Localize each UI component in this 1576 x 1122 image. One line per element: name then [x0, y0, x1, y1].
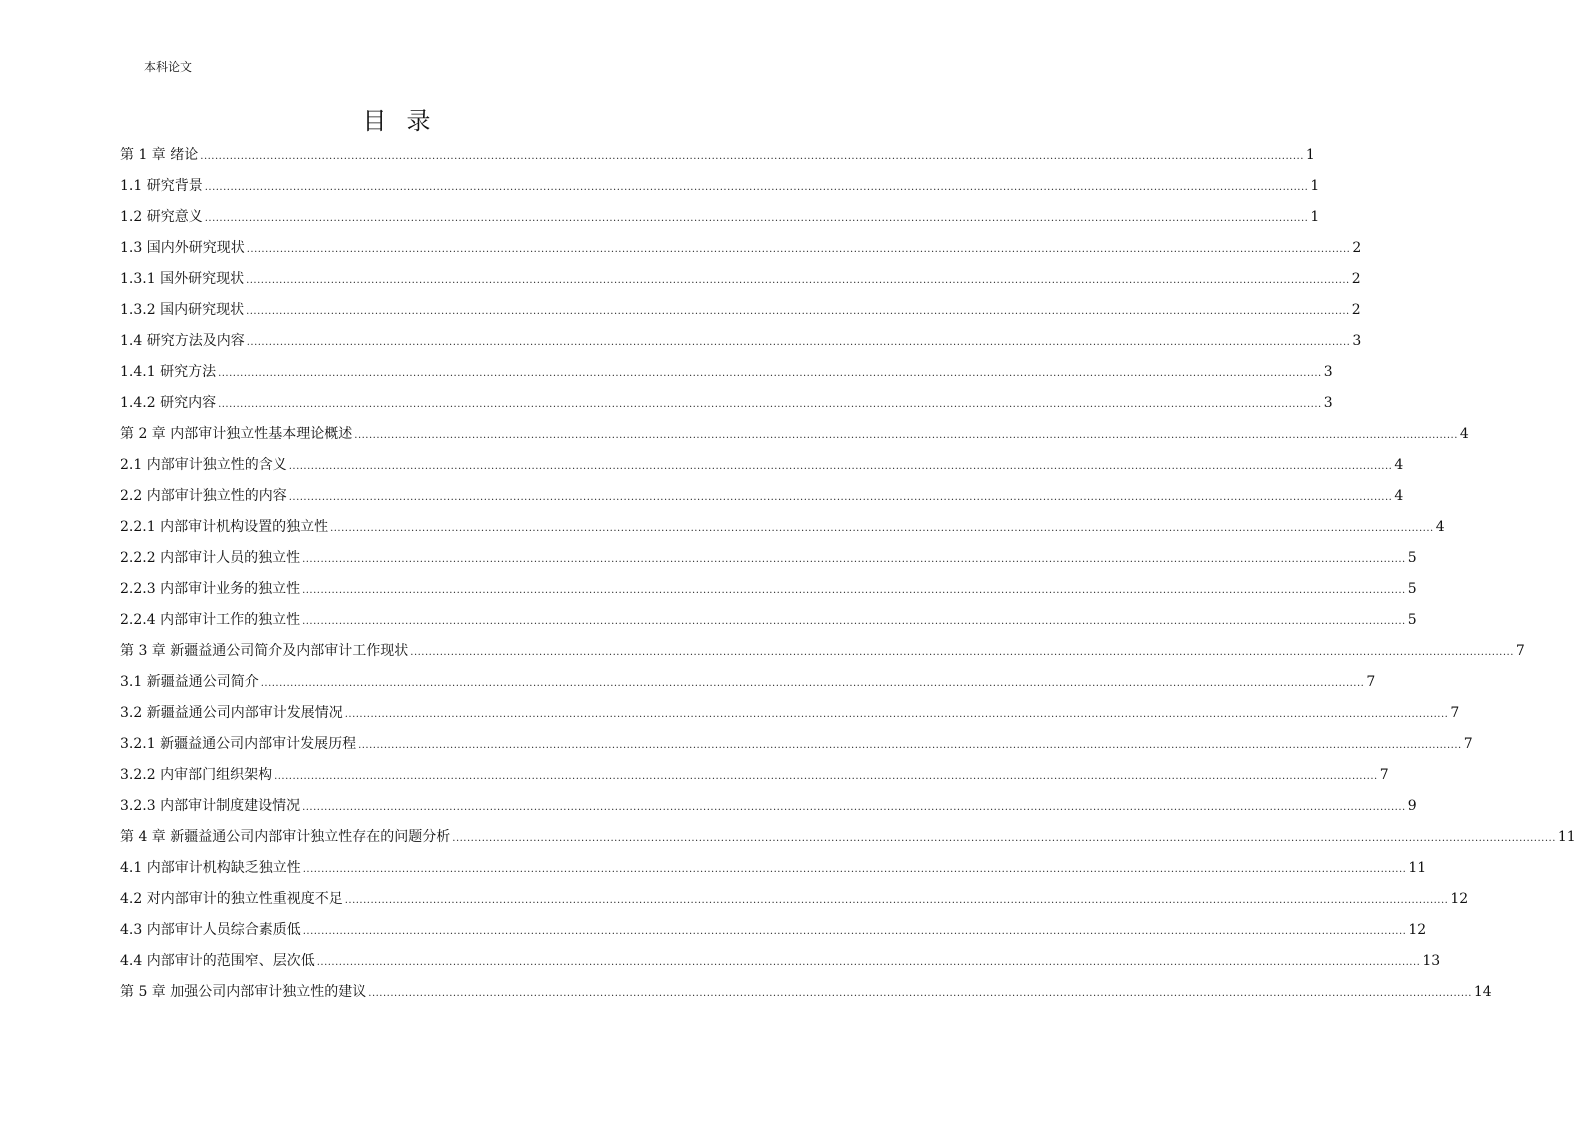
toc-leader-dots: ............................................................................................................................................................................................................................................................................................................ [260, 678, 1365, 689]
toc-entry-page: 4 [1394, 457, 1404, 473]
toc-entry-label: 2.2.3 内部审计业务的独立性 [120, 581, 301, 597]
toc-entry-label: 2.2.2 内部审计人员的独立性 [120, 550, 301, 566]
toc-entry-page: 11 [1408, 860, 1427, 876]
toc-leader-dots: ............................................................................................................................................................................................................................................................................................................ [218, 368, 1322, 379]
toc-entry-label: 第 1 章 绪论 [120, 147, 199, 163]
toc-entry-label: 3.1 新疆益通公司简介 [120, 674, 259, 690]
toc-leader-dots: ............................................................................................................................................................................................................................................................................................................ [344, 709, 1449, 720]
toc-entry-page: 14 [1473, 984, 1492, 1000]
table-of-contents [120, 140, 1576, 1008]
toc-entry-label: 第 3 章 新疆益通公司简介及内部审计工作现状 [120, 643, 409, 659]
toc-entry-page: 11 [1557, 829, 1576, 845]
toc-entry-label: 第 5 章 加强公司内部审计独立性的建议 [120, 984, 367, 1000]
toc-leader-dots: ............................................................................................................................................................................................................................................................................................................ [302, 926, 1407, 937]
toc-entry[interactable] [120, 202, 1320, 233]
toc-entry-page: 3 [1323, 395, 1333, 411]
toc-entry[interactable] [120, 760, 1389, 791]
toc-entry-label: 4.2 对内部审计的独立性重视度不足 [120, 891, 343, 907]
toc-leader-dots: ............................................................................................................................................................................................................................................................................................................ [452, 833, 1556, 844]
toc-entry-label: 1.2 研究意义 [120, 209, 203, 225]
toc-leader-dots: ............................................................................................................................................................................................................................................................................................................ [288, 492, 1393, 503]
toc-leader-dots: ............................................................................................................................................................................................................................................................................................................ [246, 244, 1351, 255]
toc-entry[interactable] [120, 388, 1333, 419]
toc-entry[interactable] [120, 419, 1469, 450]
toc-leader-dots: ............................................................................................................................................................................................................................................................................................................ [302, 554, 1406, 565]
toc-entry-page: 7 [1379, 767, 1389, 783]
toc-entry-page: 3 [1352, 333, 1362, 349]
toc-leader-dots: ............................................................................................................................................................................................................................................................................................................ [302, 616, 1406, 627]
toc-leader-dots: ............................................................................................................................................................................................................................................................................................................ [302, 802, 1406, 813]
toc-entry-label: 2.1 内部审计独立性的含义 [120, 457, 287, 473]
toc-entry-label: 4.3 内部审计人员综合素质低 [120, 922, 301, 938]
toc-entry-label: 4.1 内部审计机构缺乏独立性 [120, 860, 301, 876]
toc-entry-label: 2.2.1 内部审计机构设置的独立性 [120, 519, 329, 535]
toc-entry-page: 2 [1351, 302, 1361, 318]
toc-entry[interactable] [120, 884, 1469, 915]
toc-entry[interactable] [120, 667, 1376, 698]
toc-entry-label: 1.4.2 研究内容 [120, 395, 217, 411]
toc-entry-label: 1.1 研究背景 [120, 178, 203, 194]
toc-entry-label: 2.2 内部审计独立性的内容 [120, 488, 287, 504]
toc-entry-label: 3.2.2 内审部门组织架构 [120, 767, 273, 783]
toc-leader-dots: ............................................................................................................................................................................................................................................................................................................ [344, 895, 1449, 906]
toc-entry-page: 12 [1450, 891, 1469, 907]
toc-entry-label: 1.3 国内外研究现状 [120, 240, 245, 256]
toc-leader-dots: ............................................................................................................................................................................................................................................................................................................ [410, 647, 1514, 658]
toc-entry-page: 5 [1407, 550, 1417, 566]
toc-leader-dots: ............................................................................................................................................................................................................................................................................................................ [354, 430, 1458, 441]
toc-title: 目录 [362, 107, 451, 135]
toc-entry[interactable] [120, 481, 1404, 512]
toc-entry-page: 4 [1394, 488, 1404, 504]
toc-entry-page: 9 [1407, 798, 1417, 814]
toc-entry-page: 7 [1515, 643, 1525, 659]
toc-leader-dots: ............................................................................................................................................................................................................................................................................................................ [358, 740, 1462, 751]
toc-leader-dots: ............................................................................................................................................................................................................................................................................................................ [246, 275, 1350, 286]
toc-leader-dots: ............................................................................................................................................................................................................................................................................................................ [330, 523, 1434, 534]
toc-leader-dots: ............................................................................................................................................................................................................................................................................................................ [200, 151, 1304, 162]
toc-entry-label: 4.4 内部审计的范围窄、层次低 [120, 953, 315, 969]
toc-entry[interactable] [120, 295, 1361, 326]
toc-entry-page: 2 [1352, 240, 1362, 256]
toc-entry[interactable] [120, 264, 1361, 295]
toc-leader-dots: ............................................................................................................................................................................................................................................................................................................ [218, 399, 1322, 410]
toc-leader-dots: ............................................................................................................................................................................................................................................................................................................ [302, 585, 1406, 596]
toc-entry[interactable] [120, 543, 1417, 574]
toc-entry-label: 1.4.1 研究方法 [120, 364, 217, 380]
page-header: 本科论文 [144, 60, 193, 74]
toc-entry-page: 3 [1323, 364, 1333, 380]
toc-leader-dots: ............................................................................................................................................................................................................................................................................................................ [204, 182, 1309, 193]
toc-entry[interactable] [120, 946, 1441, 977]
toc-entry-label: 1.3.2 国内研究现状 [120, 302, 245, 318]
toc-leader-dots: ............................................................................................................................................................................................................................................................................................................ [316, 957, 1421, 968]
toc-entry-page: 1 [1310, 209, 1320, 225]
toc-entry[interactable] [120, 171, 1320, 202]
toc-entry-label: 第 4 章 新疆益通公司内部审计独立性存在的问题分析 [120, 829, 451, 845]
toc-entry-label: 1.3.1 国外研究现状 [120, 271, 245, 287]
toc-entry-page: 5 [1407, 581, 1417, 597]
toc-entry[interactable] [120, 853, 1427, 884]
toc-leader-dots: ............................................................................................................................................................................................................................................................................................................ [246, 306, 1350, 317]
toc-entry-label: 2.2.4 内部审计工作的独立性 [120, 612, 301, 628]
toc-leader-dots: ............................................................................................................................................................................................................................................................................................................ [368, 988, 1472, 999]
toc-entry-page: 5 [1407, 612, 1417, 628]
toc-entry[interactable] [120, 636, 1525, 667]
toc-leader-dots: ............................................................................................................................................................................................................................................................................................................ [288, 461, 1393, 472]
toc-entry[interactable] [120, 915, 1427, 946]
toc-entry[interactable] [120, 357, 1333, 388]
toc-entry-page: 13 [1422, 953, 1441, 969]
toc-entry-page: 7 [1450, 705, 1460, 721]
toc-entry-page: 4 [1435, 519, 1445, 535]
toc-entry[interactable] [120, 233, 1362, 264]
toc-entry-label: 3.2 新疆益通公司内部审计发展情况 [120, 705, 343, 721]
toc-entry-label: 3.2.3 内部审计制度建设情况 [120, 798, 301, 814]
toc-entry[interactable] [120, 822, 1576, 853]
toc-entry-page: 1 [1310, 178, 1320, 194]
toc-entry-label: 3.2.1 新疆益通公司内部审计发展历程 [120, 736, 357, 752]
toc-entry[interactable] [120, 698, 1460, 729]
toc-entry-page: 2 [1351, 271, 1361, 287]
toc-leader-dots: ............................................................................................................................................................................................................................................................................................................ [302, 864, 1407, 875]
toc-entry-page: 1 [1305, 147, 1315, 163]
toc-leader-dots: ............................................................................................................................................................................................................................................................................................................ [274, 771, 1378, 782]
toc-entry[interactable] [120, 140, 1315, 171]
toc-entry[interactable] [120, 574, 1417, 605]
toc-entry-page: 7 [1366, 674, 1376, 690]
toc-entry[interactable] [120, 326, 1362, 357]
toc-entry[interactable] [120, 977, 1492, 1008]
toc-entry[interactable] [120, 605, 1417, 636]
toc-entry-label: 第 2 章 内部审计独立性基本理论概述 [120, 426, 353, 442]
toc-leader-dots: ............................................................................................................................................................................................................................................................................................................ [246, 337, 1351, 348]
toc-entry-page: 7 [1463, 736, 1473, 752]
toc-entry[interactable] [120, 512, 1445, 543]
toc-entry-page: 12 [1408, 922, 1427, 938]
toc-entry[interactable] [120, 729, 1473, 760]
toc-entry[interactable] [120, 791, 1417, 822]
toc-entry[interactable] [120, 450, 1404, 481]
toc-entry-label: 1.4 研究方法及内容 [120, 333, 245, 349]
toc-leader-dots: ............................................................................................................................................................................................................................................................................................................ [204, 213, 1309, 224]
toc-entry-page: 4 [1459, 426, 1469, 442]
